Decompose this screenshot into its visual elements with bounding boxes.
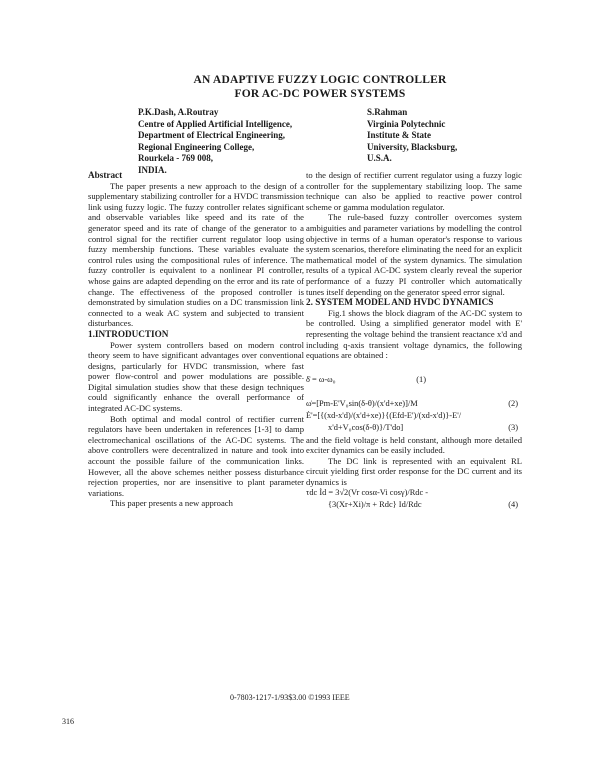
body-paragraph: The rule-based fuzzy controller overcomes system ambiguities and parameter variations by modelling the control objective in terms of a human operator's response to various system scenarios, therefore eliminating the need for an explicit mathematical model of the system dynamics. The simulation results of a typical AC-DC system clearly reveal the superior performance of a fuzzy PI controller which automatically tunes itself depending on the generator speed error signal. [306, 212, 522, 297]
author-names-right: S.Rahman [367, 107, 408, 117]
body-paragraph: and the field voltage is held constant, although more detailed exciter dynamics can be easily included. [306, 434, 522, 456]
affiliation-line: Virginia Polytechnic [367, 118, 446, 129]
equation-2 [306, 399, 522, 411]
affiliation-line: Regional Engineering College, [138, 141, 255, 152]
equation-number: (2) [508, 398, 518, 408]
introduction-heading: 1.INTRODUCTION [88, 328, 169, 339]
author-block-left [138, 107, 292, 176]
right-column [306, 170, 522, 512]
left-column [88, 170, 304, 509]
affiliation-line: INDIA. [138, 164, 167, 175]
author-block-right [367, 107, 457, 165]
paper-title-line2: FOR AC-DC POWER SYSTEMS [234, 88, 406, 100]
continued-paragraph: to the design of rectifier current regulator using a fuzzy logic controller for the supplementary stabilizing loop. The same technique can also be applied to reactive power control scheme or gamma modulation regulator. [306, 170, 522, 212]
affiliation-line: Rourkela - 769 008, [138, 153, 213, 163]
equation-number: (4) [508, 499, 518, 509]
paper-title-line1: AN ADAPTIVE FUZZY LOGIC CONTROLLER [193, 74, 447, 86]
equation-number: (1) [416, 374, 426, 384]
section2-heading: 2. SYSTEM MODEL AND HVDC DYNAMICS [306, 297, 494, 308]
equation-4 [306, 488, 522, 512]
affiliation-line: University, Blacksburg, [367, 141, 458, 152]
author-names-left: P.K.Dash, A.Routray [138, 107, 219, 117]
equation-body: τdc İd = 3√2(Vr cosα-Vi cosγ)/Rdc - [306, 487, 429, 497]
affiliation-line: Department of Electrical Engineering, [138, 130, 285, 140]
abstract-heading: Abstract [88, 170, 123, 180]
equation-body-continued: {3(Xr+Xi)/π + Rdc} Id/Rdc [328, 499, 422, 509]
equation-body: δ̇ = ω-ω₀ [306, 374, 336, 384]
equation-body-continued: x'd+V₀cos(δ-θ)}/T'do] [328, 422, 404, 432]
equation-1 [306, 375, 522, 387]
affiliation-line: Centre of Applied Artificial Intelligence, [138, 118, 293, 129]
body-paragraph: The DC link is represented with an equivalent RL circuit yielding first order response for the DC current and its dynamics is [306, 455, 522, 488]
equation-number: (3) [508, 422, 518, 432]
equation-3 [306, 411, 522, 435]
intro-paragraph: This paper presents a new approach [110, 498, 233, 509]
equation-body: ω̇=[Pm-E'V₀sin(δ-θ)/(x'd+xe)]/M [306, 398, 418, 408]
body-paragraph: Fig.1 shows the block diagram of the AC-DC system to be controlled. Using a simplified generator model with E' representing the voltage behind the transient reactance x'd and including q-axis transient voltage dynamics, the following equations are obtained : [306, 307, 522, 361]
page-number: 316 [62, 717, 74, 726]
copyright-footer: 0-7803-1217-1/93$3.00 ©1993 IEEE [230, 693, 350, 702]
affiliation-line: Institute & State [367, 130, 431, 140]
affiliation-line: U.S.A. [367, 153, 392, 163]
abstract-text: The paper presents a new approach to the design of a supplementary stabilizing controller for a HVDC transmission link using fuzzy logic. The fuzzy controller relates significant and observable variables like speed and its rate of the generator speed and its rate of change of the generator to a control signal for the rectifier current regulator loop using fuzzy membership functions. These variables evaluate the control rules using the compositional rules of inference. The fuzzy controller is equivalent to a nonlinear PI controller, whose gains are adapted depending on the error and its rate of change. The effectiveness of the proposed controller is demonstrated by simulation studies on a DC transmission link connected to a weak AC system and subjected to transient disturbances. [88, 180, 304, 329]
equation-body: Ė'=[{(xd-x'd)/(x'd+xe)}{(Efd-E')/(xd-x'd)}-E'/ [306, 410, 462, 420]
intro-paragraph: Both optimal and modal control of rectifier current regulators have been undertaken in references [1-3] to damp electromechanical oscillations of the AC-DC systems. The above controllers were decentralized in nature and took into account the possible failure of the communication links. However, all the above schemes neither possess disturbance rejection properties, nor are insensitive to plant parameter variations. [88, 413, 304, 498]
intro-paragraph: Power system controllers based on modern control theory seem to have significant advantages over conventional designs, particularly for HVDC transmission, where fast power flow-control and power modulations are possible. Digital simulation studies show that these design techniques could significantly enhance the overall performance of integrated AC-DC systems. [88, 339, 304, 414]
